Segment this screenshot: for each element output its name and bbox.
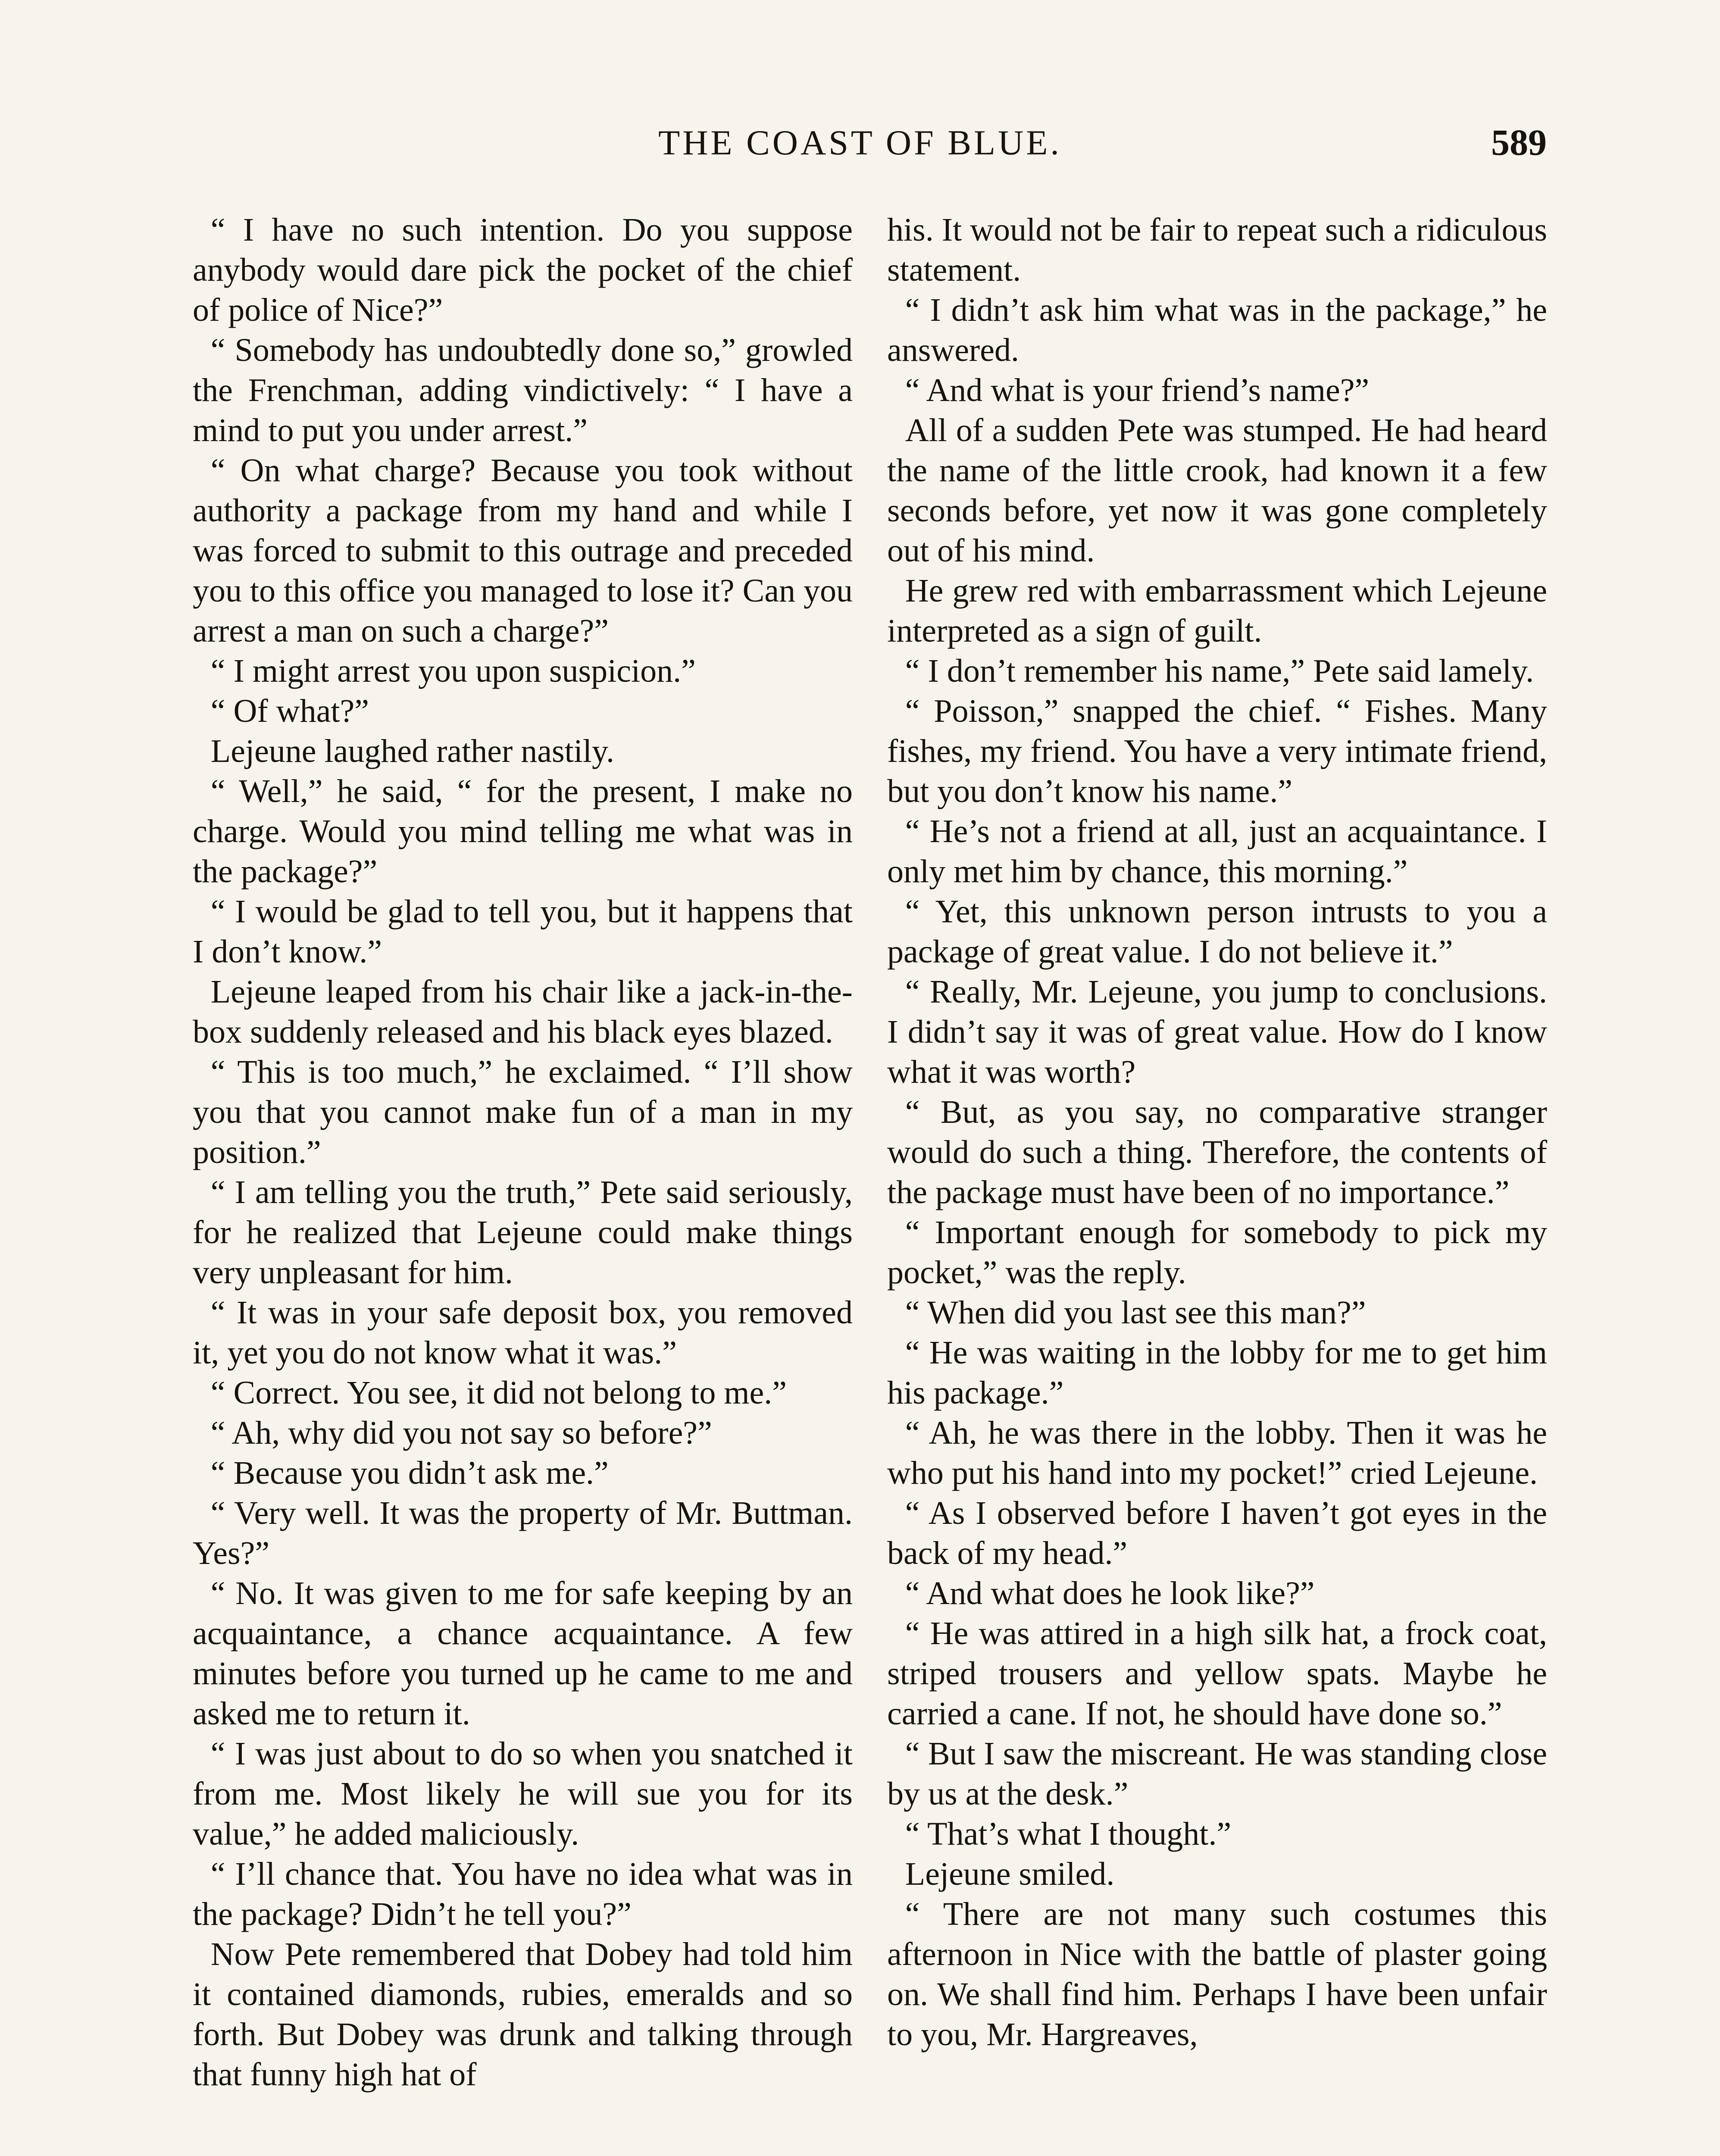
paragraph: “ I’ll chance that. You have no idea what was in the package? Didn’t he tell you?” — [193, 1856, 853, 1932]
paragraph: “ I would be glad to tell you, but it happens that I don’t know.” — [193, 893, 853, 970]
paragraph: “ Very well. It was the property of Mr. Buttman. Yes?” — [193, 1495, 853, 1571]
paragraph: his. It would not be fair to repeat such a ridiculous statement. — [887, 212, 1547, 288]
paragraph: “ I was just about to do so when you snatched it from me. Most likely he will sue you for its value,” he added maliciously. — [193, 1736, 853, 1852]
paragraph: “ He’s not a friend at all, just an acquaintance. I only met him by chance, this morning.” — [887, 813, 1547, 890]
paragraph: Lejeune laughed rather nastily. — [210, 733, 615, 769]
paragraph: “ No. It was given to me for safe keeping by an acquaintance, a chance acquaintance. A few minutes before you turned up he came to me and asked me to return it. — [193, 1575, 853, 1732]
paragraph: “ I am telling you the truth,” Pete said seriously, for he realized that Lejeune could make things very unpleasant for him. — [193, 1174, 853, 1291]
paragraph: “ On what charge? Because you took without authority a package from my hand and while I was forced to submit to this outrage and preceded you to this office you managed to lose it? Can you arrest a man on such a charge?” — [193, 452, 853, 649]
paragraph: “ He was waiting in the lobby for me to get him his package.” — [887, 1335, 1547, 1411]
paragraph: “ Correct. You see, it did not belong to me.” — [210, 1375, 787, 1411]
paragraph: “ There are not many such costumes this afternoon in Nice with the battle of plaster going on. We shall find him. Perhaps I have been unfair to you, Mr. Hargreaves, — [887, 1896, 1547, 2053]
left-column — [193, 210, 853, 2095]
paragraph: “ This is too much,” he exclaimed. “ I’ll show you that you cannot make fun of a man in my position.” — [193, 1054, 853, 1170]
running-title: THE COAST OF BLUE. — [658, 123, 1062, 162]
paragraph: “ Somebody has undoubtedly done so,” growled the Frenchman, adding vindictively: “ I have a mind to put you under arrest.” — [193, 332, 853, 448]
paragraph: Lejeune smiled. — [905, 1856, 1115, 1892]
paragraph: “ But I saw the miscreant. He was standing close by us at the desk.” — [887, 1736, 1547, 1812]
paragraph: He grew red with embarrassment which Lejeune interpreted as a sign of guilt. — [887, 573, 1547, 649]
right-column — [887, 210, 1547, 2055]
paragraph: “ Of what?” — [210, 693, 369, 729]
paragraph: “ Really, Mr. Lejeune, you jump to conclusions. I didn’t say it was of great value. How do I know what it was worth? — [887, 974, 1547, 1090]
paragraph: “ Well,” he said, “ for the present, I make no charge. Would you mind telling me what was in the package?” — [193, 773, 853, 890]
paragraph: “ Ah, he was there in the lobby. Then it was he who put his hand into my pocket!” cried Lejeune. — [887, 1415, 1547, 1491]
paragraph: “ I have no such intention. Do you suppose anybody would dare pick the pocket of the chief of police of Nice?” — [193, 212, 853, 328]
paragraph: “ Because you didn’t ask me.” — [210, 1455, 609, 1491]
paragraph: “ But, as you say, no comparative stranger would do such a thing. Therefore, the contents of the package must have been of no importance.” — [887, 1094, 1547, 1210]
paragraph: Lejeune leaped from his chair like a jack-in-the-box suddenly released and his black eyes blazed. — [193, 974, 853, 1050]
paragraph: Now Pete remembered that Dobey had told him it contained diamonds, rubies, emeralds and so forth. But Dobey was drunk and talking through that funny high hat of — [193, 1936, 853, 2093]
paragraph: “ And what is your friend’s name?” — [905, 372, 1370, 408]
paragraph: “ He was attired in a high silk hat, a frock coat, striped trousers and yellow spats. Maybe he carried a cane. If not, he should have done so.” — [887, 1615, 1547, 1732]
paragraph: “ I don’t remember his name,” Pete said lamely. — [905, 653, 1534, 689]
paragraph: “ That’s what I thought.” — [905, 1816, 1232, 1852]
paragraph: “ As I observed before I haven’t got eyes in the back of my head.” — [887, 1495, 1547, 1571]
paragraph: “ Important enough for somebody to pick my pocket,” was the reply. — [887, 1214, 1547, 1291]
paragraph: “ When did you last see this man?” — [905, 1294, 1366, 1331]
paragraph: All of a sudden Pete was stumped. He had heard the name of the little crook, had known it a few seconds before, yet now it was gone completely out of his mind. — [887, 412, 1547, 569]
paragraph: “ Ah, why did you not say so before?” — [210, 1415, 712, 1451]
paragraph: “ I might arrest you upon suspicion.” — [210, 653, 696, 689]
paragraph: “ And what does he look like?” — [905, 1575, 1315, 1611]
paragraph: “ It was in your safe deposit box, you removed it, yet you do not know what it was.” — [193, 1294, 853, 1371]
page-number: 589 — [1491, 122, 1547, 163]
paragraph: “ I didn’t ask him what was in the package,” he answered. — [887, 292, 1547, 368]
paragraph: “ Yet, this unknown person intrusts to you a package of great value. I do not believe it.” — [887, 893, 1547, 970]
paragraph: “ Poisson,” snapped the chief. “ Fishes. Many fishes, my friend. You have a very intimate friend, but you don’t know his name.” — [887, 693, 1547, 809]
